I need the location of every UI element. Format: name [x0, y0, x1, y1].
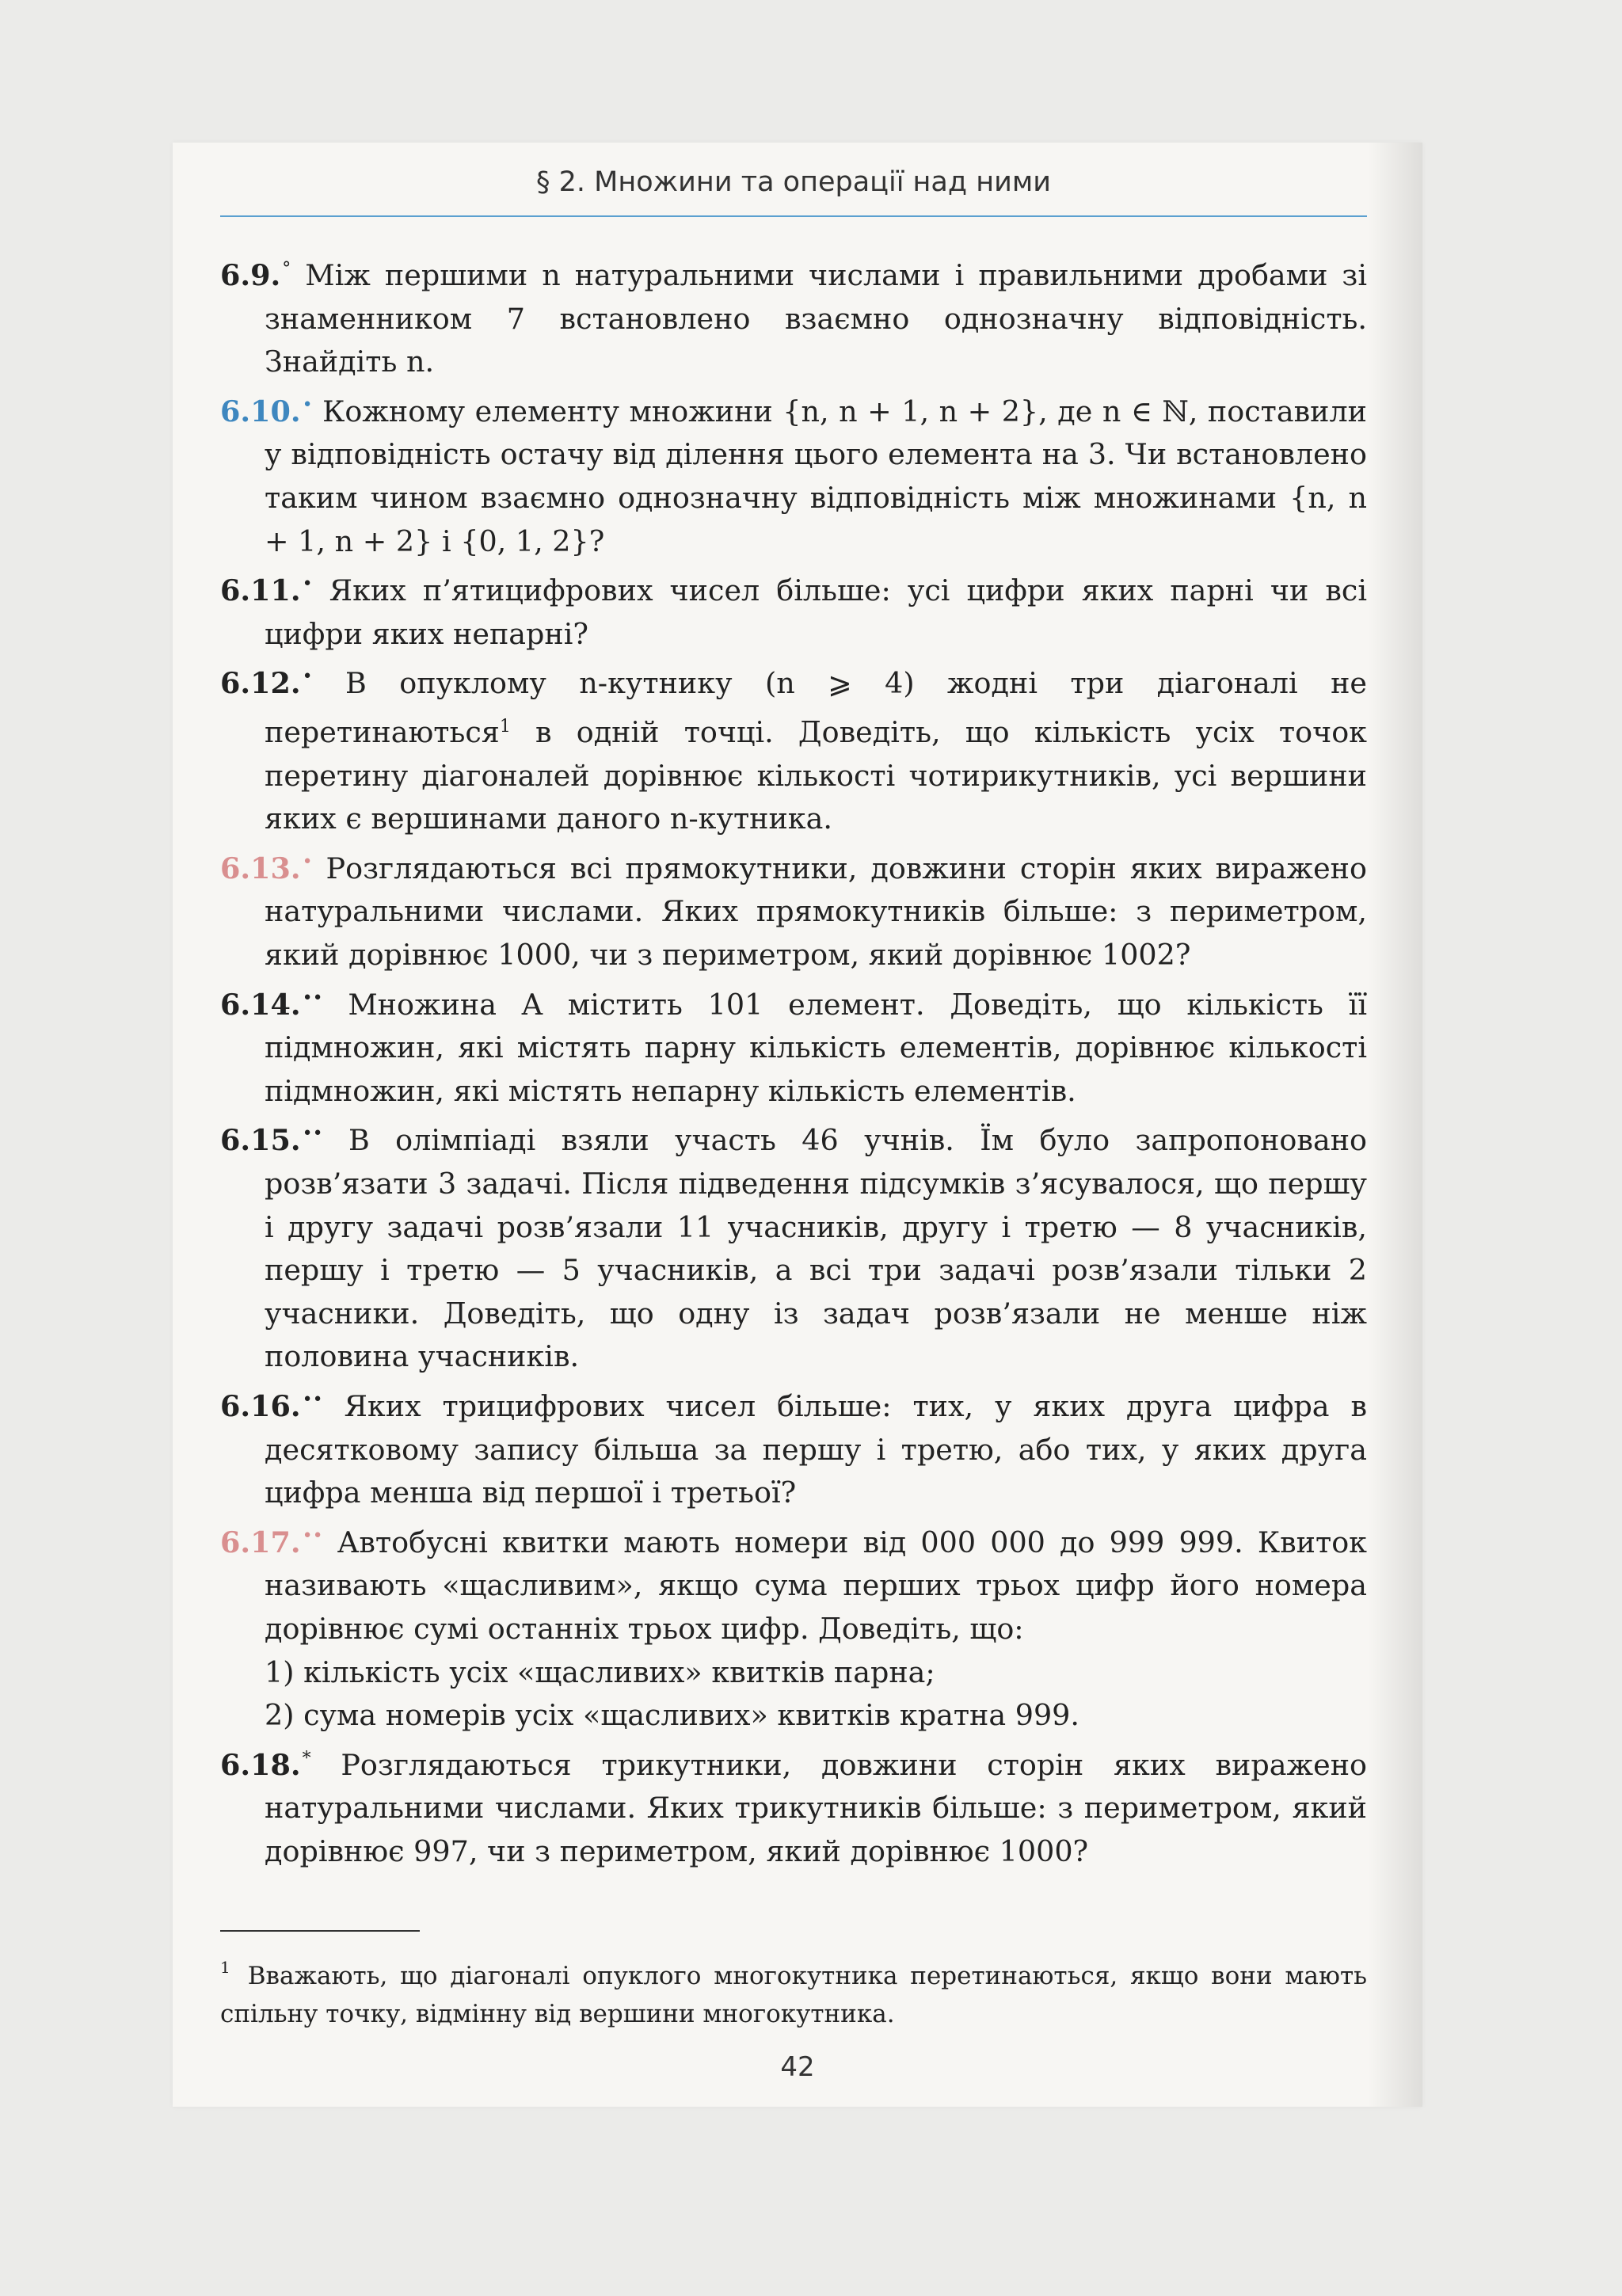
problem-number: 6.9.° [220, 258, 291, 292]
problem-text: Кожному елементу множини {n, n + 1, n + 2}, де n ∈ ℕ, поставили у відповідність остачу від ділення цього елемента на 3. Чи встановлено таким чином взаємно однозначну відповідність між множинами {n, n + 1, n + 2} і {0, 1, 2}? [265, 394, 1367, 558]
book-page [173, 143, 1422, 2107]
problem-item-1: 1) кількість усіх «щасливих» квитків парна; [265, 1654, 935, 1689]
problem-number: 6.16.•• [220, 1389, 323, 1423]
problem-6-17 [220, 1515, 1367, 1738]
problem-text: Автобусні квитки мають номери від 000 000 до 999 999. Квиток називають «щасливим», якщо сума перших трьох цифр його номера дорівнює сумі останніх трьох цифр. Доведіть, що: [265, 1525, 1367, 1646]
problem-list [220, 248, 1367, 1874]
section-header: § 2. Множини та операції над ними [536, 166, 1051, 198]
footnote-mark: 1 [220, 1958, 230, 1977]
footnote-text: Вважають, що діагоналі опуклого многокутника перетинаються, якщо вони мають спільну точку, відмінну від вершини многокутника. [220, 1962, 1367, 2028]
problem-6-16 [220, 1379, 1367, 1515]
problem-number: 6.12.• [220, 666, 313, 701]
problem-text: Множина A містить 101 елемент. Доведіть, що кількість її підмножин, які містять парну кількість елементів, дорівнює кількості підмножин, які містять непарну кількість елементів. [265, 987, 1367, 1108]
footnote-reference: 1 [499, 716, 511, 737]
problem-number: 6.14.•• [220, 987, 323, 1022]
problem-text: В олімпіаді взяли участь 46 учнів. Їм було запропоновано розв’язати 3 задачі. Після підведення підсумків з’ясувалося, що першу і другу задачі розв’язали 11 учасників, другу і третю — 8 учасників, першу і третю — 5 учасників, а всі три задачі розв’язали тільки 2 учасники. Доведіть, що одну із задач розв’язали не менше ніж половина учасників. [265, 1123, 1368, 1374]
problem-number: 6.13.• [220, 851, 313, 885]
page-number: 42 [780, 2051, 815, 2083]
problem-number: 6.10.• [220, 394, 313, 428]
problem-number: 6.11.• [220, 573, 313, 608]
problem-text-continued: в одній точці. Доведіть, що кількість усіх точок перетину діагоналей дорівнює кількості чотирикутників, усі вершини яких є вершинами даного n-кутника. [265, 715, 1367, 836]
problem-number: 6.18.* [220, 1747, 311, 1782]
problem-6-18 [220, 1738, 1367, 1874]
problem-text: Яких трицифрових чисел більше: тих, у яких друга цифра в десятковому запису більша за першу і третю, або тих, у яких друга цифра менша від першої і третьої? [265, 1389, 1367, 1510]
problem-6-9 [220, 248, 1367, 384]
footnote-divider [220, 1930, 420, 1932]
problem-6-10 [220, 384, 1367, 563]
header-divider [220, 215, 1367, 217]
problem-6-14 [220, 977, 1367, 1114]
problem-text: Розглядаються всі прямокутники, довжини сторін яких виражено натуральними числами. Яких прямокутників більше: з периметром, який дорівнює 1000, чи з периметром, який дорівнює 1002? [265, 851, 1367, 973]
problem-item-2: 2) сума номерів усіх «щасливих» квитків кратна 999. [265, 1698, 1079, 1733]
footnote [220, 1948, 1367, 2033]
problem-6-12 [220, 656, 1367, 841]
problem-6-11 [220, 563, 1367, 656]
problem-text: Розглядаються трикутники, довжини сторін яких виражено натуральними числами. Яких трикутників більше: з периметром, який дорівнює 997, чи з периметром, який дорівнює 1000? [265, 1747, 1367, 1868]
problem-number: 6.15.•• [220, 1123, 323, 1158]
problem-text: Яких п’ятицифрових чисел більше: усі цифри яких парні чи всі цифри яких непарні? [265, 573, 1367, 651]
problem-6-15 [220, 1113, 1367, 1379]
problem-number: 6.17.•• [220, 1525, 323, 1559]
problem-text: В опуклому n-кутнику (n ⩾ 4) жодні три діагоналі не перетинаються [265, 666, 1368, 750]
problem-6-13 [220, 841, 1367, 977]
page-shadow [1367, 143, 1422, 2107]
problem-text: Між першими n натуральними числами і правильними дробами зі знаменником 7 встановлено взаємно однозначну відповідність. Знайдіть n. [265, 258, 1367, 379]
